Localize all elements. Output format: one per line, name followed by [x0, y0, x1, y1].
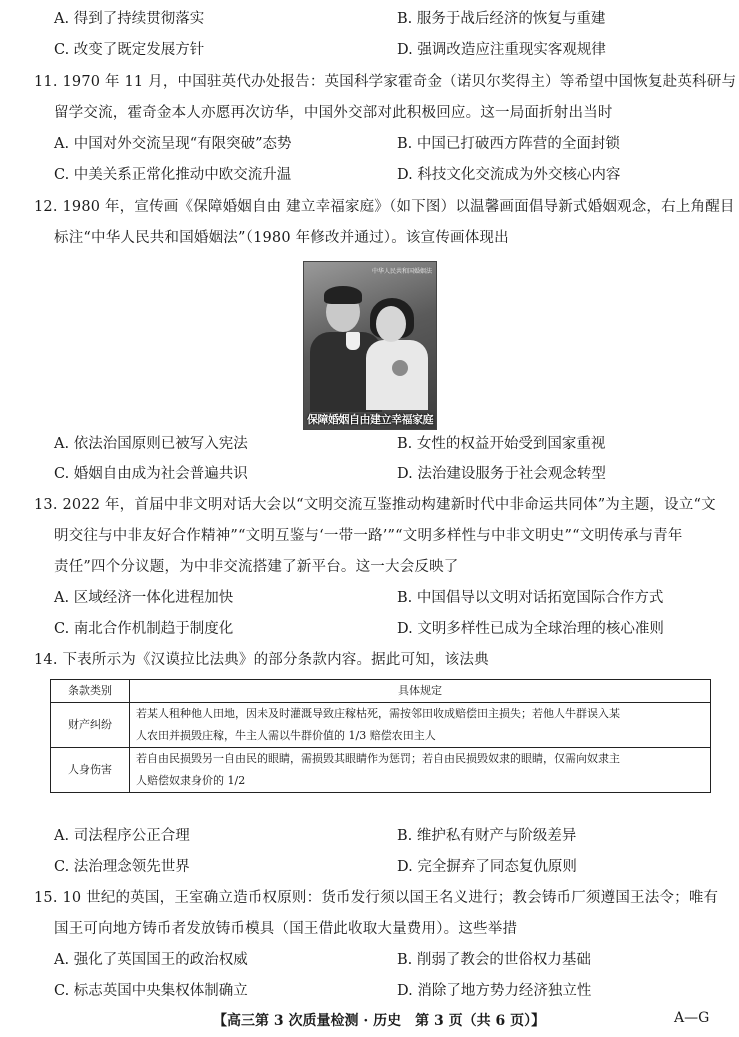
poster-law-note: 中华人民共和国婚姻法	[371, 268, 432, 275]
q12-stem-line1: 12. 1980 年，宣传画《保障婚姻自由 建立幸福家庭》（如下图）以温馨画面倡导新式婚姻观念，右上角醒目	[34, 199, 735, 215]
q12-option-a: A. 依法治国原则已被写入宪法	[54, 436, 248, 452]
poster-caption: 保障婚姻自由建立幸福家庭	[307, 413, 433, 426]
q15-option-a: A. 强化了英国国王的政治权威	[54, 952, 248, 968]
hammurabi-table	[50, 679, 711, 793]
q13-option-d: D. 文明多样性已成为全球治理的核心准则	[397, 621, 664, 637]
q13-stem-line1: 13. 2022 年，首届中非文明对话大会以“文明交流互鉴推动构建新时代中非命运共同体”为主题，设立“文	[34, 497, 716, 513]
q11-option-a: A. 中国对外交流呈现“有限突破”态势	[54, 136, 292, 152]
q11-option-b: B. 中国已打破西方阵营的全面封锁	[397, 136, 620, 152]
table-row	[51, 748, 711, 793]
table-cell-rule	[130, 703, 711, 748]
q10-option-d: D. 强调改造应注重现实客观规律	[397, 42, 606, 58]
q11-option-c: C. 中美关系正常化推动中欧交流升温	[54, 167, 292, 183]
table-cell-category: 人身伤害	[51, 748, 130, 793]
table-header-row	[51, 680, 711, 703]
table-cell-rule-line: 人赔偿奴隶身价的 1/2	[136, 774, 246, 787]
q14-option-c: C. 法治理念领先世界	[54, 859, 190, 875]
q14-stem: 14. 下表所示为《汉谟拉比法典》的部分条款内容。据此可知，该法典	[34, 652, 489, 668]
q13-option-c: C. 南北合作机制趋于制度化	[54, 621, 234, 637]
q13-option-b: B. 中国倡导以文明对话拓宽国际合作方式	[397, 590, 664, 606]
q15-option-d: D. 消除了地方势力经济独立性	[397, 983, 592, 999]
table-cell-category: 财产纠纷	[51, 703, 130, 748]
q12-option-c: C. 婚姻自由成为社会普遍共识	[54, 466, 248, 482]
marriage-poster-image	[303, 261, 437, 430]
q15-stem-line1: 15. 10 世纪的英国，王室确立造币权原则：货币发行须以国王名义进行；教会铸币厂须遵国王法令；唯有	[34, 890, 719, 906]
table-cell-rule-line: 若某人租种他人田地，因未及时灌溉导致庄稼枯死，需按邻田收成赔偿田主损失；若他人牛群误入某	[136, 707, 620, 720]
q15-stem-line2: 国王可向地方铸币者发放铸币模具（国王借此收取大量费用）。这些举措	[54, 921, 518, 937]
q10-option-c: C. 改变了既定发展方针	[54, 42, 205, 58]
q13-option-a: A. 区域经济一体化进程加快	[54, 590, 234, 606]
q12-stem-line2: 标注“中华人民共和国婚姻法”（1980 年修改并通过）。该宣传画体现出	[54, 230, 509, 246]
q14-option-b: B. 维护私有财产与阶级差异	[397, 828, 577, 844]
q13-stem-line2: 明交往与中非友好合作精神”“文明互鉴与‘一带一路’”“文明多样性与中非文明史”“文明传承与青年	[54, 528, 683, 544]
q11-stem-line2: 留学交流，霍奇金本人亦愿再次访华，中国外交部对此积极回应。这一局面折射出当时	[54, 105, 613, 121]
table-header-rule: 具体规定	[130, 680, 711, 703]
q10-option-b: B. 服务于战后经济的恢复与重建	[397, 11, 606, 27]
q11-stem-line1: 11. 1970 年 11 月，中国驻英代办处报告：英国科学家霍奇金（诺贝尔奖得主）等希望中国恢复赴英科研与	[34, 74, 737, 90]
table-cell-rule-line: 若自由民损毁另一自由民的眼睛，需损毁其眼睛作为惩罚；若自由民损毁奴隶的眼睛，仅需向奴隶主	[136, 752, 620, 765]
q12-option-d: D. 法治建设服务于社会观念转型	[397, 466, 606, 482]
table-row	[51, 703, 711, 748]
footer-paper-code: A—G	[674, 1010, 710, 1026]
q15-option-b: B. 削弱了教会的世俗权力基础	[397, 952, 591, 968]
q12-option-b: B. 女性的权益开始受到国家重视	[397, 436, 606, 452]
q11-option-d: D. 科技文化交流成为外交核心内容	[397, 167, 621, 183]
q10-option-a: A. 得到了持续贯彻落实	[54, 11, 205, 27]
q14-option-d: D. 完全摒弃了同态复仇原则	[397, 859, 577, 875]
q14-option-a: A. 司法程序公正合理	[54, 828, 190, 844]
q13-stem-line3: 责任”四个分议题，为中非交流搭建了新平台。这一大会反映了	[54, 559, 459, 575]
q15-option-c: C. 标志英国中央集权体制确立	[54, 983, 248, 999]
table-cell-rule	[130, 748, 711, 793]
table-cell-rule-line: 人农田并损毁庄稼，牛主人需以牛群价值的 1/3 赔偿农田主人	[136, 729, 436, 742]
footer-title: 【高三第 3 次质量检测 · 历史 第 3 页（共 6 页）】	[213, 1013, 546, 1029]
table-header-category: 条款类别	[51, 680, 130, 703]
